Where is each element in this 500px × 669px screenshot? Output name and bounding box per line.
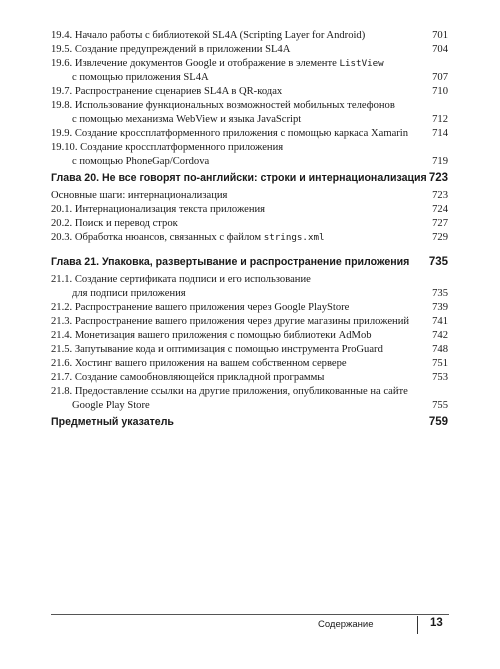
- toc-entry[interactable]: [51, 128, 448, 142]
- toc-entry[interactable]: [51, 44, 448, 58]
- toc-entry-page: 714: [432, 128, 448, 139]
- toc-entry-page: 741: [432, 316, 448, 327]
- toc-chapter-heading[interactable]: [51, 256, 448, 270]
- toc-entry[interactable]: [51, 372, 448, 386]
- toc-entry[interactable]: [51, 142, 448, 170]
- toc-index-heading[interactable]: [51, 416, 448, 430]
- toc-entry-title: 21.8. Предоставление ссылки на другие приложения, опубликованные на сайте: [51, 386, 408, 397]
- toc-entry[interactable]: [51, 218, 448, 232]
- toc-entry[interactable]: [51, 386, 448, 414]
- toc-entry-page: 704: [432, 44, 448, 55]
- toc-entry-title: 21.7. Создание самообновляющейся прикладной программы: [51, 372, 325, 383]
- toc-entry-page: 748: [432, 344, 448, 355]
- toc-entry-title-continuation: с помощью механизма WebView и языка JavaScript: [72, 114, 302, 125]
- toc-entry[interactable]: [51, 274, 448, 302]
- toc-entry-page: 707: [432, 72, 448, 83]
- footer-page-number: 13: [430, 617, 443, 629]
- toc-entry-page: 719: [432, 156, 448, 167]
- toc-entry-page: 710: [432, 86, 448, 97]
- toc-entry-title: 19.7. Распространение сценариев SL4A в QR-кодах: [51, 86, 283, 97]
- toc-entry[interactable]: [51, 316, 448, 330]
- toc-entry-code: strings.xml: [263, 232, 325, 243]
- toc-entry-title: 19.10. Создание кроссплатформенного приложения: [51, 142, 284, 153]
- toc-entry-title: 21.1. Создание сертификата подписи и его использование: [51, 274, 311, 285]
- toc-chapter-title: Глава 21. Упаковка, развертывание и распространение приложения: [51, 256, 410, 268]
- toc-entry-page: 739: [432, 302, 448, 313]
- toc-entry-code: ListView: [339, 58, 384, 69]
- toc-entry[interactable]: [51, 344, 448, 358]
- toc-entry-page: 735: [432, 288, 448, 299]
- toc-entry-title: 21.2. Распространение вашего приложения через Google PlayStore: [51, 302, 350, 313]
- toc-chapter-page: 723: [428, 172, 448, 184]
- toc-entry-title: 21.5. Запутывание кода и оптимизация с помощью инструмента ProGuard: [51, 344, 383, 355]
- toc-chapter-page: 735: [428, 256, 448, 268]
- toc-entry-page: 724: [432, 204, 448, 215]
- toc-entry-title: 21.6. Хостинг вашего приложения на вашем собственном сервере: [51, 358, 347, 369]
- toc-entry-title: 19.6. Извлечение документов Google и отображение в элементе ListView: [51, 58, 384, 69]
- toc-entry[interactable]: [51, 232, 448, 246]
- footer-section-label: Содержание: [318, 619, 374, 630]
- toc-entry-page: 727: [432, 218, 448, 229]
- toc-entry-title: 19.4. Начало работы с библиотекой SL4A (Scripting Layer for Android): [51, 30, 366, 41]
- toc-index-page: 759: [428, 416, 448, 428]
- toc-entry-page: 753: [432, 372, 448, 383]
- toc-entry-title: 20.1. Интернационализация текста приложения: [51, 204, 266, 215]
- toc-entry-title: 19.8. Использование функциональных возможностей мобильных телефонов: [51, 100, 395, 111]
- toc-entry-page: 729: [432, 232, 448, 243]
- toc-entry[interactable]: [51, 100, 448, 128]
- toc-chapter-title: Глава 20. Не все говорят по-английски: строки и интернационализация: [51, 172, 427, 184]
- toc-entry-title: 19.9. Создание кроссплатформенного приложения с помощью каркаса Xamarin: [51, 128, 409, 139]
- toc-entry[interactable]: [51, 190, 448, 204]
- toc-entry-title-continuation: Google Play Store: [72, 400, 150, 411]
- toc-entry-title: 21.3. Распространение вашего приложения через другие магазины приложений: [51, 316, 410, 327]
- toc-entry-title-continuation: с помощью приложения SL4A: [72, 72, 209, 83]
- toc-entry[interactable]: [51, 58, 448, 86]
- toc-entry[interactable]: [51, 302, 448, 316]
- toc-entry-title: 20.2. Поиск и перевод строк: [51, 218, 178, 229]
- toc-entry-title-continuation: для подписи приложения: [72, 288, 186, 299]
- toc-chapter-heading[interactable]: [51, 172, 448, 186]
- toc-entry-title: 19.5. Создание предупреждений в приложении SL4A: [51, 44, 291, 55]
- toc-entry-page: 723: [432, 190, 448, 201]
- footer-rule: [51, 614, 449, 615]
- toc-entry-page: 701: [432, 30, 448, 41]
- toc-entry[interactable]: [51, 204, 448, 218]
- toc-entry-page: 712: [432, 114, 448, 125]
- toc-entry[interactable]: [51, 30, 448, 44]
- toc-entry-page: 751: [432, 358, 448, 369]
- toc-entry-title: Основные шаги: интернационализация: [51, 190, 228, 201]
- toc-index-title: Предметный указатель: [51, 416, 174, 428]
- toc-entry-title: 21.4. Монетизация вашего приложения с помощью библиотеки AdMob: [51, 330, 372, 341]
- toc-entry-page: 755: [432, 400, 448, 411]
- toc-entry[interactable]: [51, 330, 448, 344]
- toc-entry-page: 742: [432, 330, 448, 341]
- footer-divider: [417, 616, 418, 634]
- toc-entry-title: 20.3. Обработка нюансов, связанных с файлом strings.xml: [51, 232, 325, 243]
- toc-entry[interactable]: [51, 86, 448, 100]
- toc-entry-title-continuation: с помощью PhoneGap/Cordova: [72, 156, 210, 167]
- toc-entry[interactable]: [51, 358, 448, 372]
